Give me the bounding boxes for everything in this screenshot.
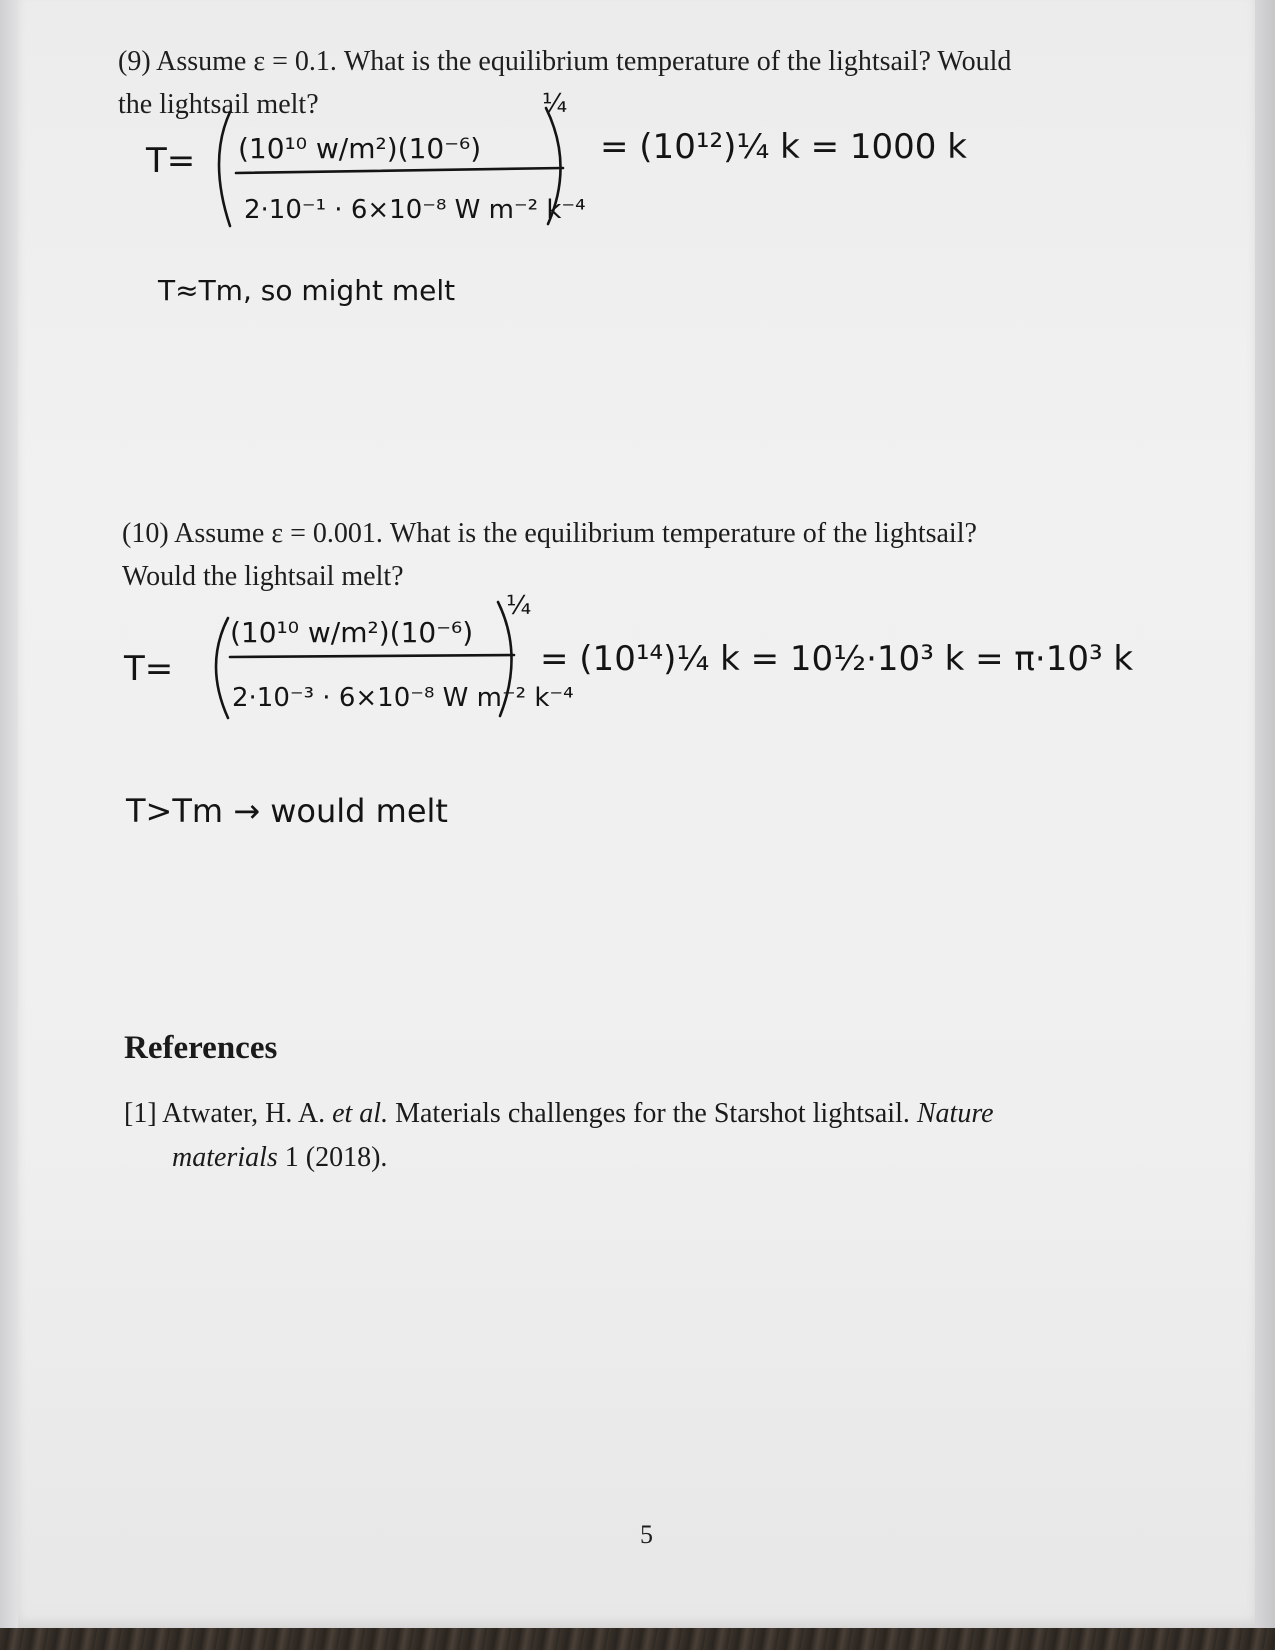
reference-title: Materials challenges for the Starshot lightsail. — [395, 1098, 910, 1129]
reference-details: 1 (2018). — [284, 1142, 388, 1173]
question-10-line-1: (10) Assume ε = 0.001. What is the equilibrium temperature of the lightsail? — [122, 518, 977, 549]
handwritten-solutions — [18, 0, 1255, 1628]
q10-result: = (10¹⁴)¼ k = 10½·10³ k = π·10³ k — [540, 639, 1134, 679]
q10-conclusion: T>Tm → would melt — [126, 792, 448, 830]
question-10-line-2: Would the lightsail melt? — [122, 561, 404, 593]
q9-denominator: 2·10⁻¹ · 6×10⁻⁸ W m⁻² k⁻⁴ — [244, 195, 586, 225]
q9-exponent: ¼ — [542, 89, 568, 119]
reference-journal-part1: Nature — [916, 1098, 994, 1129]
q10-fraction-bar — [230, 655, 514, 657]
table-surface-right — [1255, 0, 1275, 1650]
table-surface-left — [0, 0, 18, 1650]
references-heading: References — [124, 1030, 278, 1066]
question-9-prompt — [118, 40, 1158, 127]
q10-exponent: ¼ — [506, 591, 532, 621]
q10-t-equals: T= — [124, 649, 174, 689]
page-number: 5 — [640, 1520, 653, 1549]
table-surface-bottom — [0, 1628, 1275, 1650]
reference-authors: Atwater, H. A. — [162, 1098, 326, 1129]
reference-number: [1] — [124, 1098, 157, 1129]
q9-result: = (10¹²)¼ k = 1000 k — [600, 127, 967, 167]
q9-fraction-bar — [236, 168, 563, 173]
question-9-line-2: the lightsail melt? — [118, 89, 319, 121]
reference-line-2 — [124, 1136, 1194, 1180]
q10-numerator: (10¹⁰ w/m²)(10⁻⁶) — [230, 616, 474, 649]
q9-left-paren — [219, 112, 230, 226]
reference-journal-part2: materials — [172, 1142, 278, 1173]
paper-page — [18, 0, 1255, 1628]
reference-entry-1 — [124, 1092, 1194, 1180]
question-9-line-1: (9) Assume ε = 0.1. What is the equilibrium temperature of the lightsail? Would — [118, 46, 1012, 77]
q9-numerator: (10¹⁰ w/m²)(10⁻⁶) — [238, 132, 482, 165]
q9-t-equals: T= — [146, 141, 196, 181]
q10-right-paren — [498, 602, 512, 716]
question-10-prompt — [122, 512, 1162, 599]
q10-left-paren — [216, 618, 228, 718]
reference-etal: et al. — [332, 1098, 389, 1129]
q9-conclusion: T≈Tm, so might melt — [158, 274, 456, 307]
q10-handwritten-solution — [123, 591, 1133, 830]
q10-denominator: 2·10⁻³ · 6×10⁻⁸ W m⁻² k⁻⁴ — [232, 683, 574, 713]
